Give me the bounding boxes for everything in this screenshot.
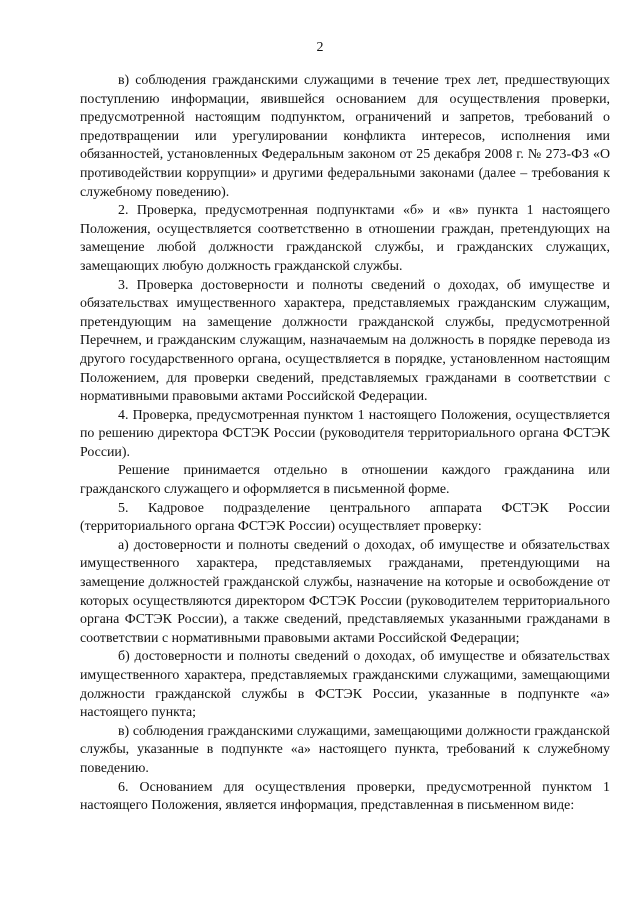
paragraph-2: 2. Проверка, предусмотренная подпунктами «б» и «в» пункта 1 настоящего Положения, осуществляется соответственно в отношении граждан, претендующих на замещение любой должности гражданской службы, и гражданских служащих, замещающих любую должность гражданской службы.: [80, 203, 610, 274]
document-body: [80, 72, 610, 816]
paragraph-6: 6. Основанием для осуществления проверки, предусмотренной пунктом 1 настоящего Положения, является информация, представленная в письменном виде:: [80, 779, 610, 814]
paragraph-3v-compliance: в) соблюдения гражданскими служащими в течение трех лет, предшествующих поступлению информации, явившейся основанием для осуществления проверки, предусмотренной настоящим подпунктом, ограничений и запретов, требований о предотвращении или урегулировании конфликта интересов, исполнения ими обязанностей, установленных Федеральным законом от 25 декабря 2008 г. № 273-ФЗ «О противодействии коррупции» и другими федеральными законами (далее – требования к служебному поведению).: [80, 73, 610, 200]
paragraph-3: 3. Проверка достоверности и полноты сведений о доходах, об имуществе и обязательствах имущественного характера, представляемых гражданским служащим, претендующим на замещение должности гражданской службы, предусмотренной Перечнем, и гражданским служащим, назначаемым на должность в порядке перевода из другого государственного органа, осуществляется в порядке, установленном настоящим Положением, для проверки сведений, представляемых гражданами в соответствии с нормативными правовыми актами Российской Федерации.: [80, 277, 610, 405]
paragraph-5: 5. Кадровое подразделение центрального аппарата ФСТЭК России (территориального органа ФСТЭК России) осуществляет проверку:: [80, 500, 610, 535]
paragraph-5a: а) достоверности и полноты сведений о доходах, об имуществе и обязательствах имущественного характера, представляемых гражданами, претендующими на замещение должностей гражданской службы, назначение на которые и освобождение от которых осуществляются директором ФСТЭК России (руководителем территориального органа ФСТЭК России), а также сведений, представляемых указанными гражданами в соответствии с нормативными правовыми актами Российской Федерации;: [80, 537, 610, 646]
paragraph-4: 4. Проверка, предусмотренная пунктом 1 настоящего Положения, осуществляется по решению директора ФСТЭК России (руководителя территориального органа ФСТЭК России).: [80, 407, 610, 460]
page-number: 2: [316, 40, 324, 55]
paragraph-5v: в) соблюдения гражданскими служащими, замещающими должности гражданской службы, указанные в подпункте «а» настоящего пункта, требований к служебному поведению.: [80, 723, 610, 776]
paragraph-5b: б) достоверности и полноты сведений о доходах, об имуществе и обязательствах имущественного характера, представляемых гражданскими служащими, замещающими должности гражданской службы в ФСТЭК России, указанные в подпункте «а» настоящего пункта;: [80, 649, 610, 721]
paragraph-decision: Решение принимается отдельно в отношении каждого гражданина или гражданского служащего и оформляется в письменной форме.: [80, 463, 610, 498]
